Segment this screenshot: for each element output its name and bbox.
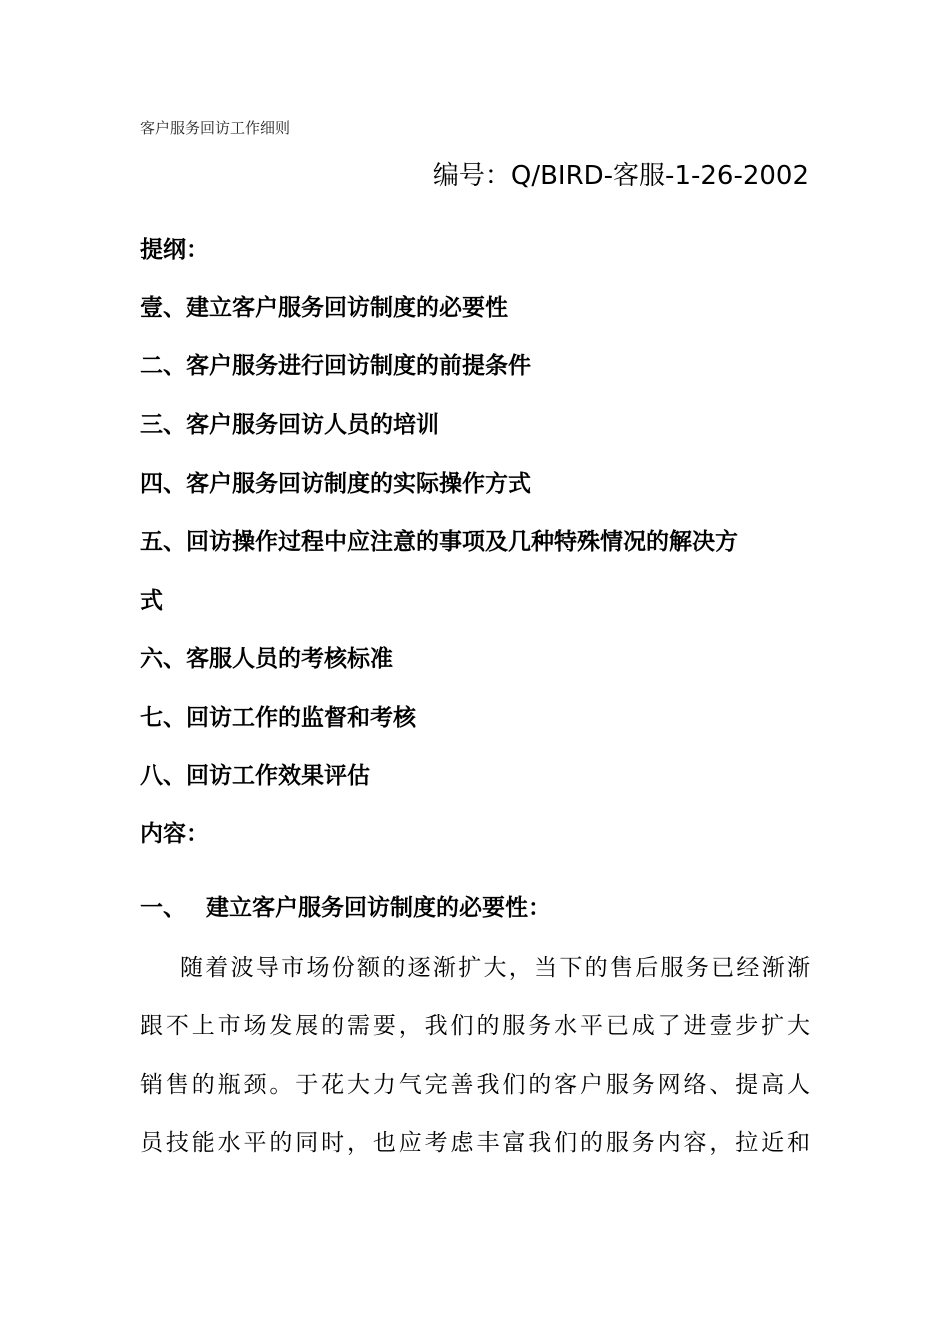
outline-item: 三、客户服务回访人员的培训: [140, 412, 439, 438]
outline-item: 五、回访操作过程中应注意的事项及几种特殊情况的解决方: [140, 529, 738, 555]
outline-item: 七、回访工作的监督和考核: [140, 705, 416, 731]
content-heading: 内容：: [140, 821, 209, 847]
section-number: 一、: [140, 895, 186, 921]
outline-item: 四、客户服务回访制度的实际操作方式: [140, 471, 531, 497]
section-title: 建立客户服务回访制度的必要性：: [206, 895, 551, 921]
outline-item: 八、回访工作效果评估: [140, 763, 370, 789]
outline-heading: 提纲：: [140, 237, 209, 263]
paragraph-line: 员技能水平的同时，也应考虑丰富我们的服务内容，拉近和: [140, 1130, 810, 1156]
document-header-title: 客户服务回访工作细则: [140, 119, 291, 137]
outline-item-continuation: 式: [140, 588, 163, 614]
paragraph-line: 跟不上市场发展的需要，我们的服务水平已成了进壹步扩大: [140, 1013, 810, 1039]
outline-item: 壹、建立客户服务回访制度的必要性: [140, 295, 508, 321]
paragraph-line: 随着波导市场份额的逐渐扩大，当下的售后服务已经渐渐: [180, 955, 810, 981]
section-heading: [140, 888, 810, 928]
document-number: 编号：Q/BIRD-客服-1-26-2002: [432, 161, 809, 191]
outline-item: 二、客户服务进行回访制度的前提条件: [140, 353, 531, 379]
paragraph-line: 销售的瓶颈。于花大力气完善我们的客户服务网络、提高人: [140, 1072, 810, 1098]
outline-item: 六、客服人员的考核标准: [140, 646, 393, 672]
